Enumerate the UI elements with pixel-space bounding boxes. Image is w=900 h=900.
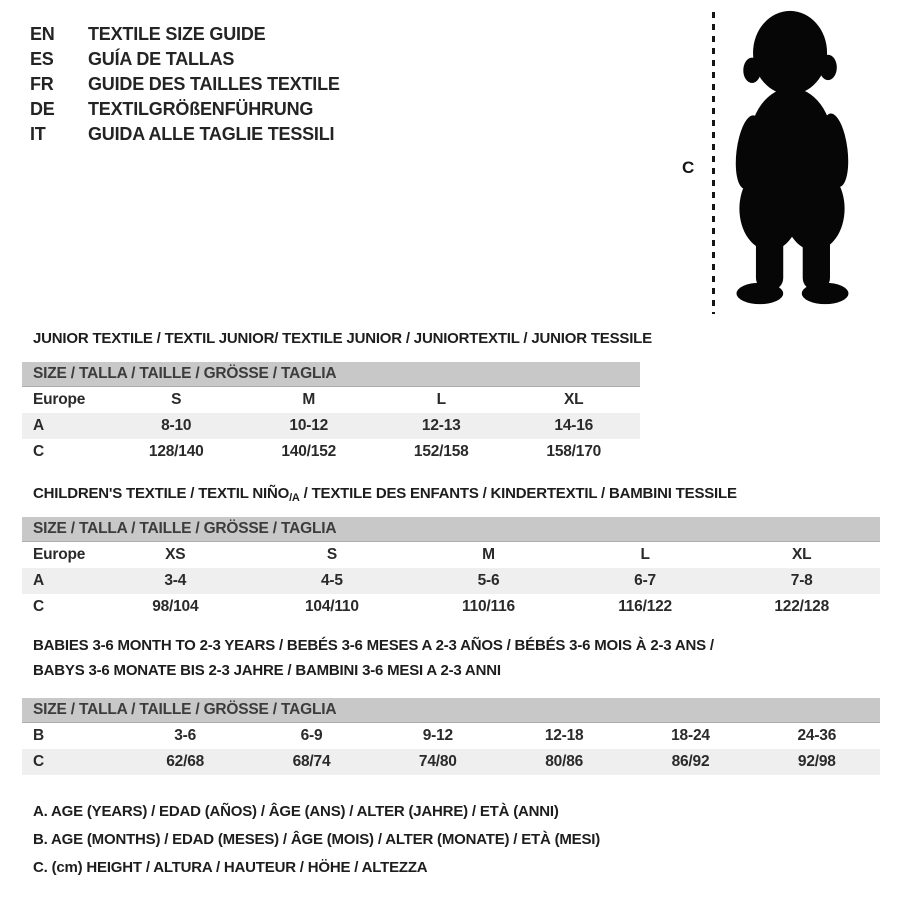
age-cell: 10-12: [289, 417, 329, 434]
height-cell: 152/158: [413, 443, 469, 460]
age-cell: 8-10: [161, 417, 192, 434]
height-cell: 80/86: [545, 753, 584, 770]
junior-size-table: [22, 362, 640, 465]
legend: [33, 798, 600, 882]
children-heading-prefix: CHILDREN'S TEXTILE / TEXTIL NIÑO: [33, 485, 290, 502]
lang-row-fr: [30, 72, 340, 97]
lang-title: TEXTILE SIZE GUIDE: [88, 24, 266, 44]
height-cell: 158/170: [546, 443, 602, 460]
row-label: C: [33, 598, 44, 615]
height-measure-dotted-line: [712, 12, 715, 314]
babies-section-heading: [33, 633, 714, 683]
babies-size-table: [22, 698, 880, 775]
height-measure-label: C: [682, 158, 695, 177]
table-row: [22, 749, 880, 775]
table-row: [22, 413, 640, 439]
lang-title: TEXTILGRÖßENFÜHRUNG: [88, 99, 314, 119]
row-label: B: [33, 727, 44, 744]
table-row: [22, 542, 880, 568]
height-cell: 62/68: [166, 753, 205, 770]
age-cell: 6-7: [634, 572, 656, 589]
children-table: [22, 542, 880, 620]
height-cell: 74/80: [418, 753, 457, 770]
junior-section-heading: JUNIOR TEXTILE / TEXTIL JUNIOR/ TEXTILE JUNIOR / JUNIORTEXTIL / JUNIOR TESSILE: [33, 330, 652, 347]
legend-line-b: B. AGE (MONTHS) / EDAD (MESES) / ÂGE (MOIS) / ALTER (MONATE) / ETÀ (MESI): [33, 831, 601, 848]
size-cell: XS: [165, 546, 186, 563]
height-cell: 104/110: [305, 598, 359, 615]
age-cell: 3-4: [164, 572, 187, 589]
height-cell: 86/92: [671, 753, 710, 770]
age-cell: 7-8: [790, 572, 813, 589]
lang-code: DE: [30, 99, 55, 119]
babies-table: [22, 723, 880, 775]
lang-code: ES: [30, 49, 54, 69]
size-cell: XL: [791, 546, 812, 563]
children-heading-subscript: /A: [289, 492, 300, 504]
table-row: [22, 594, 880, 620]
table-row: [22, 723, 880, 749]
lang-title: GUIDA ALLE TAGLIE TESSILI: [88, 124, 335, 144]
babies-heading-line1: BABIES 3-6 MONTH TO 2-3 YEARS / BEBÉS 3-6 MESES A 2-3 AÑOS / BÉBÉS 3-6 MOIS À 2-3 ANS /: [33, 637, 714, 654]
children-heading-suffix: / TEXTILE DES ENFANTS / KINDERTEXTIL / BAMBINI TESSILE: [299, 485, 737, 502]
row-label: C: [33, 443, 44, 460]
age-cell: 24-36: [797, 727, 837, 744]
age-cell: 14-16: [554, 417, 594, 434]
row-label: A: [33, 417, 44, 434]
size-cell: M: [302, 391, 316, 408]
age-cell: 12-18: [544, 727, 584, 744]
legend-line-a: A. AGE (YEARS) / EDAD (AÑOS) / ÂGE (ANS) / ALTER (JAHRE) / ETÀ (ANNI): [33, 803, 559, 820]
lang-title: GUIDE DES TAILLES TEXTILE: [88, 74, 340, 94]
age-cell: 12-13: [421, 417, 461, 434]
children-size-table: [22, 517, 880, 620]
height-cell: 92/98: [797, 753, 836, 770]
row-label: Europe: [33, 546, 86, 563]
table-row: [22, 439, 640, 465]
lang-row-en: [30, 22, 340, 47]
legend-line-c: C. (cm) HEIGHT / ALTURA / HAUTEUR / HÖHE / ALTEZZA: [33, 859, 428, 876]
lang-row-it: [30, 122, 340, 147]
row-label: C: [33, 753, 44, 770]
height-cell: 98/104: [152, 598, 199, 615]
size-cell: XL: [564, 391, 584, 408]
age-cell: 5-6: [477, 572, 500, 589]
baby-height-figure: [660, 0, 900, 330]
lang-code: IT: [30, 124, 46, 144]
junior-table: [22, 387, 640, 465]
table-row: [22, 387, 640, 413]
height-cell: 128/140: [148, 443, 204, 460]
size-header-bar: SIZE / TALLA / TAILLE / GRÖSSE / TAGLIA: [22, 698, 880, 723]
size-cell: S: [326, 546, 337, 563]
age-cell: 9-12: [422, 727, 453, 744]
lang-row-es: [30, 47, 340, 72]
size-cell: L: [640, 546, 650, 563]
height-cell: 110/116: [462, 598, 515, 615]
lang-code: EN: [30, 24, 55, 44]
lang-code: FR: [30, 74, 54, 94]
size-header-bar: SIZE / TALLA / TAILLE / GRÖSSE / TAGLIA: [22, 362, 640, 387]
language-list: [30, 22, 340, 147]
height-cell: 140/152: [281, 443, 337, 460]
babies-heading-line2: BABYS 3-6 MONATE BIS 2-3 JAHRE / BAMBINI 3-6 MESI A 2-3 ANNI: [33, 662, 501, 679]
size-cell: L: [436, 391, 446, 408]
size-cell: S: [171, 391, 182, 408]
row-label: A: [33, 572, 44, 589]
lang-title: GUÍA DE TALLAS: [88, 49, 235, 69]
age-cell: 4-5: [320, 572, 343, 589]
size-cell: M: [482, 546, 495, 563]
age-cell: 6-9: [300, 727, 323, 744]
age-cell: 18-24: [671, 727, 710, 744]
age-cell: 3-6: [174, 727, 197, 744]
lang-row-de: [30, 97, 340, 122]
row-label: Europe: [33, 391, 86, 408]
height-cell: 68/74: [292, 753, 331, 770]
baby-silhouette-icon: [722, 8, 862, 310]
table-row: [22, 568, 880, 594]
size-header-bar: SIZE / TALLA / TAILLE / GRÖSSE / TAGLIA: [22, 517, 880, 542]
height-cell: 122/128: [774, 598, 829, 615]
height-cell: 116/122: [618, 598, 672, 615]
children-section-heading: [33, 481, 737, 511]
